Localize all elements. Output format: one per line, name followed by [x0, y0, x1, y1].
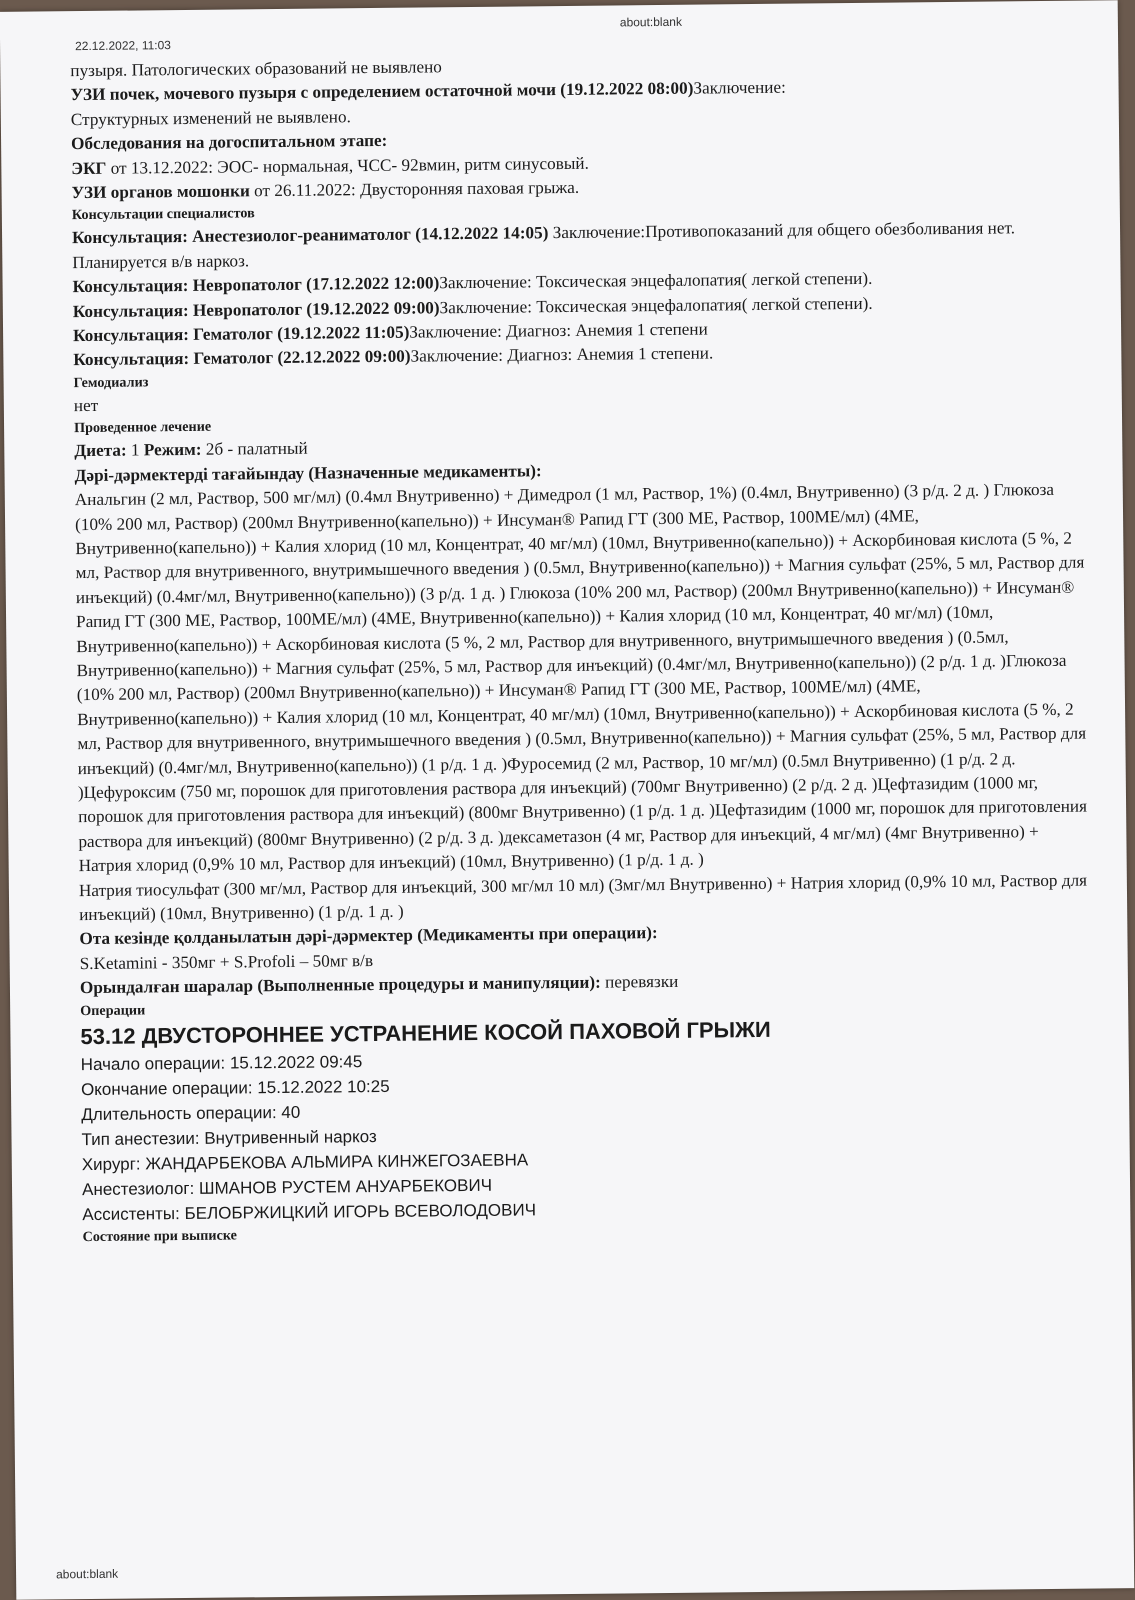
hemodialysis-heading: Гемодиализ	[73, 374, 149, 392]
anesthesiologist: Анестезиолог: ШМАНОВ РУСТЕМ АНУАРБЕКОВИЧ	[81, 1175, 493, 1199]
surgeon: Хирург: ЖАНДАРБЕКОВА АЛЬМИРА КИНЖЕГОЗАЕВНА	[81, 1150, 529, 1174]
diet-regime: Диета: 1 Режим: 2б - палатный	[74, 438, 308, 461]
section-heading: Обследования на догоспитальном этапе:	[71, 131, 388, 154]
operation-medications-heading: Ота кезінде қолданылатын дәрі-дәрмектер (Медикаменты при операции):	[79, 923, 658, 949]
anesthesia-type: Тип анестезии: Внутривенный наркоз	[81, 1126, 377, 1149]
treatment-heading: Проведенное лечение	[73, 418, 212, 437]
medications-text-2: Натрия тиосульфат (300 мг/мл, Раствор для инъекций, 300 мг/мл 10 мл) (3мг/мл Внутривенно) + Натрия хлорид (0,9% 10 мл, Раствор для инъекций) (10мл, Внутривенно) (1 р/д. 1 д. )	[78, 870, 1088, 925]
print-datetime: 22.12.2022, 11:03	[75, 38, 172, 54]
consultation-item: Консультация: Гематолог (22.12.2022 09:00)Заключение: Диагноз: Анемия 1 степени.	[73, 343, 714, 370]
operation-duration: Длительность операции: 40	[81, 1102, 301, 1124]
medications-text: Анальгин (2 мл, Раствор, 500 мг/мл) (0.4мл Внутривенно) + Димедрол (1 мл, Раствор, 1%) (0.4мл, Внутривенно) (3 р/д. 2 д. ) Глюкоза (10% 200 мл, Раствор) (200мл Внутривенно(капельно)) + Инсуман® Рапид ГТ (300 МЕ, Раствор, 100МЕ/мл) (4МЕ, Внутривенно(капельно)) + Калия хлорид (10 мл, Концентрат, 40 мг/мл) (10мл, Внутривенно(капельно)) + Аскорбиновая кислота (5 %, 2 мл, Раствор для внутривенного, внутримышечного введения ) (0.5мл, Внутривенно(капельно)) + Магния сульфат (25%, 5 мл, Раствор для инъекций) (0.4мг/мл, Внутривенно(капельно)) (3 р/д. 1 д. ) Глюкоза (10% 200 мл, Раствор) (200мл Внутривенно(капельно)) + Инсуман® Рапид ГТ (300 МЕ, Раствор, 100МЕ/мл) (4МЕ, Внутривенно(капельно)) + Калия хлорид (10 мл, Концентрат, 40 мг/мл) (10мл, Внутривенно(капельно)) + Аскорбиновая кислота (5 %, 2 мл, Раствор для внутривенного, внутримышечного введения ) (0.5мл, Внутривенно(капельно)) + Магния сульфат (25%, 5 мл, Раствор для инъекций) (0.4мг/мл, Внутривенно(капельно)) (2 р/д. 1 д. )Глюкоза (10% 200 мл, Раствор) (200мл Внутривенно(капельно)) + Инсуман® Рапид ГТ (300 МЕ, Раствор, 100МЕ/мл) (4МЕ, Внутривенно(капельно)) + Калия хлорид (10 мл, Концентрат, 40 мг/мл) (10мл, Внутривенно(капельно)) + Аскорбиновая кислота (5 %, 2 мл, Раствор для внутривенного, внутримышечного введения ) (0.5мл, Внутривенно(капельно)) + Магния сульфат (25%, 5 мл, Раствор для инъекций) (0.4мг/мл, Внутривенно(капельно)) (1 р/д. 1 д. )Фуросемид (2 мл, Раствор, 10 мг/мл) (0.5мл Внутривенно) (1 р/д. 2 д. )Цефуроксим (750 мг, порошок для приготовления раствора для инъекций) (700мг Внутривенно) (2 р/д. 2 д. )Цефтазидим (1000 мг, порошок для приготовления раствора для инъекций) (800мг Внутривенно) (1 р/д. 1 д. )Цефтазидим (1000 мг, порошок для приготовления раствора для инъекций) (800мг Внутривенно) (2 р/д. 3 д. )дексаметазон (4 мг, Раствор для инъекций, 4 мг/мл) (4мг Внутривенно) + Натрия хлорид (0,9% 10 мл, Раствор для инъекций) (10мл, Внутривенно) (1 р/д. 1 д. )	[74, 479, 1088, 876]
procedures: Орындалған шаралар (Выполненные процедуры и манипуляции): перевязки	[79, 972, 679, 998]
consultation-item: Консультация: Гематолог (19.12.2022 11:05)Заключение: Диагноз: Анемия 1 степени	[73, 319, 708, 346]
assistants: Ассистенты: БЕЛОБРЖИЦКИЙ ИГОРЬ ВСЕВОЛОДОВИЧ	[82, 1199, 537, 1224]
medications-heading: Дәрі-дәрмектерді тағайындау (Назначенные медикаменты):	[74, 460, 542, 485]
operation-start: Начало операции: 15.12.2022 09:45	[80, 1051, 363, 1074]
text-line: ЭКГ от 13.12.2022: ЭОС- нормальная, ЧСС- 92вмин, ритм синусовый.	[71, 153, 589, 178]
text-line: УЗИ почек, мочевого пузыря с определением остаточной мочи (19.12.2022 08:00)Заключение:	[70, 78, 786, 105]
consultation-item: Консультация: Анестезиолог-реаниматолог (14.12.2022 14:05) Заключение:Противопоказаний для общего обезболивания нет. Планируется в/в наркоз.	[71, 218, 1016, 272]
operation-end: Окончание операции: 15.12.2022 10:25	[80, 1076, 390, 1099]
consultations-heading: Консультации специалистов	[71, 205, 255, 224]
print-url-bottom: about:blank	[56, 1566, 119, 1582]
operations-heading: Операции	[80, 1002, 146, 1019]
operation-medications-value: S.Ketamini - 350мг + S.Profoli – 50мг в/в	[79, 950, 374, 973]
discharge-heading: Состояние при выписке	[82, 1227, 238, 1245]
text-line: Структурных изменений не выявлено.	[70, 107, 351, 129]
consultation-item: Консультация: Невропатолог (17.12.2022 12:00)Заключение: Токсическая энцефалопатия( легкой степени).	[72, 269, 873, 297]
operation-title: 53.12 ДВУСТОРОННЕЕ УСТРАНЕНИЕ КОСОЙ ПАХОВОЙ ГРЫЖИ	[80, 1016, 771, 1049]
hemodialysis-value: нет	[73, 395, 99, 416]
document-content	[70, 49, 1092, 1248]
print-url-top: about:blank	[619, 14, 682, 30]
consultation-item: Консультация: Невропатолог (19.12.2022 09:00)Заключение: Токсическая энцефалопатия( легкой степени).	[72, 293, 873, 321]
text-line: УЗИ органов мошонки от 26.11.2022: Двусторонняя паховая грыжа.	[71, 177, 580, 203]
text-line: пузыря. Патологических образований не выявлено	[70, 57, 442, 81]
